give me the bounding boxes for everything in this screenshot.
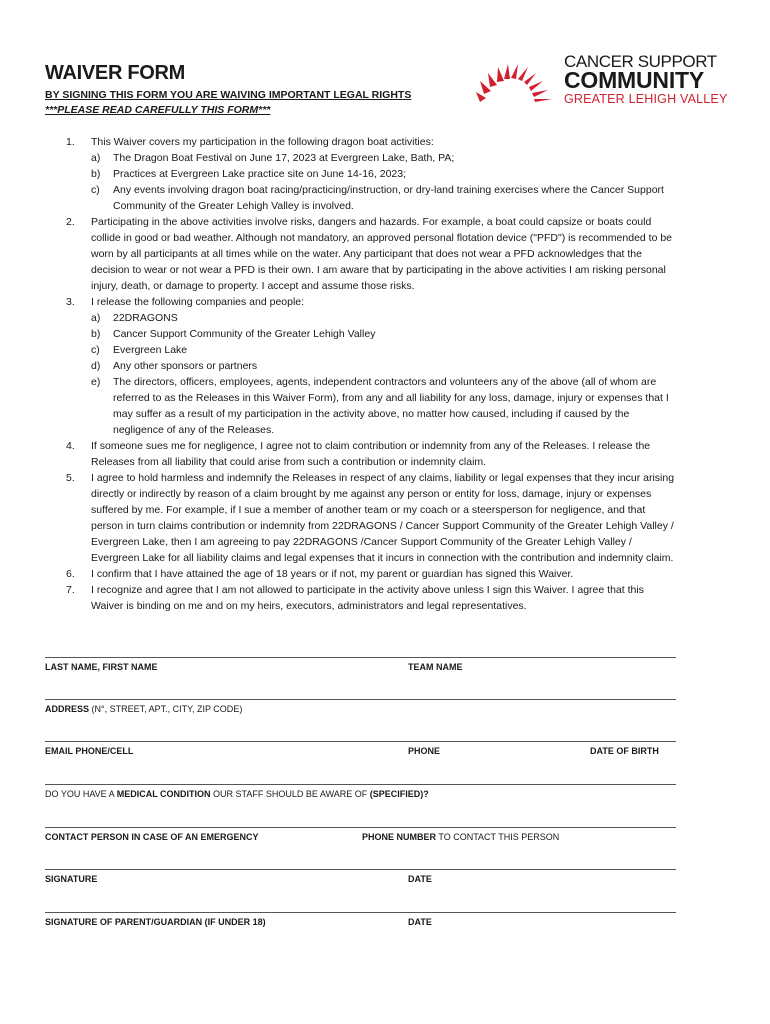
clause-number: 3. xyxy=(66,296,75,308)
guardian-date-label: DATE xyxy=(408,917,432,927)
sub-item xyxy=(91,310,678,326)
clause-item xyxy=(0,134,770,214)
clause-number: 4. xyxy=(66,440,75,452)
emergency-contact-label: CONTACT PERSON IN CASE OF AN EMERGENCY xyxy=(45,832,259,842)
sunburst-logo-icon xyxy=(474,54,558,104)
phone-label: PHONE xyxy=(408,746,441,756)
clause-text: I recognize and agree that I am not allowed to participate in the activity above unless I sign this Waiver. I agree that this Waiver is binding on me and on my heirs, executors, administrators and legal representatives. xyxy=(91,584,644,612)
clause-item xyxy=(0,214,770,294)
signature-date-label: DATE xyxy=(408,874,432,884)
logo-line-community: COMMUNITY xyxy=(564,67,705,93)
clause-text: I agree to hold harmless and indemnify the Releases in respect of any claims, liability or legal expenses that they incur arising directly or indirectly by reason of a claim brought by me against any person or entity for loss, damage, injury or expenses suffered by me. For example, if I sue a member of another team or my coach or a steersperson for negligence, and that person in turn claims contribution or indemnity from 22DRAGONS / Cancer Support Community of the Greater Lehigh Valley / Evergreen Lake, then I am agreeing to pay 22DRAGONS /Cancer Support Community of the Greater Lehigh Valley / Evergreen Lake for all liability claims and legal expenses that it incurs in connection with the contribution and indemnity claim. xyxy=(91,472,675,564)
clause-text: I release the following companies and people: xyxy=(91,296,305,308)
sub-item-letter: c) xyxy=(91,184,100,196)
clause-number: 7. xyxy=(66,584,75,596)
sub-item xyxy=(91,374,678,438)
clause-text: This Waiver covers my participation in the following dragon boat activities: xyxy=(91,136,434,148)
clause-text: If someone sues me for negligence, I agree not to claim contribution or indemnity from any of the Releases. I release the Releases from all liability that could arise from such a contribution or indemnity claim. xyxy=(91,440,651,468)
sub-item xyxy=(91,166,678,182)
logo-line-cancer-support: CANCER SUPPORT xyxy=(564,52,717,71)
sub-item-letter: c) xyxy=(91,344,100,356)
clause-item xyxy=(0,438,770,470)
signature-label: SIGNATURE xyxy=(45,874,98,884)
sub-item-text: 22DRAGONS xyxy=(113,312,178,324)
sub-item-letter: a) xyxy=(91,152,101,164)
clause-item xyxy=(0,566,770,582)
legal-rights-warning: BY SIGNING THIS FORM YOU ARE WAIVING IMPORTANT LEGAL RIGHTS xyxy=(45,89,412,101)
sub-item-text: The directors, officers, employees, agents, independent contractors and volunteers any of the above (all of whom are referred to as the Releases in this Waiver Form), from any and all liability for any loss, damage, injury or expenses that I may suffer as a result of my participation in the activity above, no matter how caused, including if caused by the negligence of any of the Releases. xyxy=(113,376,669,436)
sub-item-letter: a) xyxy=(91,312,101,324)
emergency-contact-line[interactable] xyxy=(45,827,676,828)
waiver-terms xyxy=(0,134,770,614)
guardian-signature-line[interactable] xyxy=(45,912,676,913)
medical-condition-line[interactable] xyxy=(45,784,676,785)
date-of-birth-label: DATE OF BIRTH xyxy=(590,746,659,756)
sub-item-list xyxy=(91,310,678,438)
clause-number: 1. xyxy=(66,136,75,148)
clause-number: 6. xyxy=(66,568,75,580)
signature-line[interactable] xyxy=(45,869,676,870)
address-label: ADDRESS (N°, STREET, APT., CITY, ZIP CODE) xyxy=(45,704,243,714)
sub-item xyxy=(91,150,678,166)
sub-item-letter: b) xyxy=(91,168,101,180)
sub-item xyxy=(91,326,678,342)
emergency-phone-label: PHONE NUMBER TO CONTACT THIS PERSON xyxy=(362,832,560,842)
logo-line-greater-lehigh-valley: GREATER LEHIGH VALLEY xyxy=(564,92,728,106)
clause-text: Participating in the above activities involve risks, dangers and hazards. For example, a boat could capsize or boats could collide in good or bad weather. Although not mandatory, an approved personal flotation device ("PFD") is recommended to be worn by all participants at all times while on the water. Any participant that does not wear a PFD acknowledges that the decision to wear or not wear a PFD is their own. I am aware that by participating in the above activities I am risking personal injury, death, or damage to property. I accept and assume those risks. xyxy=(91,216,673,292)
clause-number: 5. xyxy=(66,472,75,484)
address-line[interactable] xyxy=(45,699,676,700)
sub-item-list xyxy=(91,150,678,214)
sub-item-letter: b) xyxy=(91,328,101,340)
page-title: WAIVER FORM xyxy=(45,62,186,84)
cancer-support-community-logo xyxy=(474,50,728,110)
team-name-label: TEAM NAME xyxy=(408,662,463,672)
sub-item xyxy=(91,342,678,358)
clause-item xyxy=(0,294,770,438)
clause-number: 2. xyxy=(66,216,75,228)
email-phone-line[interactable] xyxy=(45,741,676,742)
address-hint: (N°, STREET, APT., CITY, ZIP CODE) xyxy=(89,704,243,714)
sub-item xyxy=(91,358,678,374)
sub-item-letter: d) xyxy=(91,360,101,372)
sub-item-letter: e) xyxy=(91,376,101,388)
medical-condition-label: DO YOU HAVE A MEDICAL CONDITION OUR STAFF SHOULD BE AWARE OF (SPECIFIED)? xyxy=(45,789,429,799)
sub-item-text: Any events involving dragon boat racing/practicing/instruction, or dry-land training exercises where the Cancer Support Community of the Greater Lehigh Valley is involved. xyxy=(113,184,664,212)
sub-item-text: Cancer Support Community of the Greater Lehigh Valley xyxy=(113,328,376,340)
sub-item-text: Practices at Evergreen Lake practice site on June 14-16, 2023; xyxy=(113,168,407,180)
clause-item xyxy=(0,470,770,566)
sub-item-text: The Dragon Boat Festival on June 17, 2023 at Evergreen Lake, Bath, PA; xyxy=(113,152,455,164)
clause-item xyxy=(0,582,770,614)
email-phone-label: EMAIL PHONE/CELL xyxy=(45,746,134,756)
sub-item xyxy=(91,182,678,214)
last-first-name-label: LAST NAME, FIRST NAME xyxy=(45,662,158,672)
sub-item-text: Evergreen Lake xyxy=(113,344,188,356)
name-line[interactable] xyxy=(45,657,676,658)
clause-list xyxy=(0,134,770,614)
guardian-signature-label: SIGNATURE OF PARENT/GUARDIAN (IF UNDER 18) xyxy=(45,917,266,927)
read-carefully-notice: ***PLEASE READ CAREFULLY THIS FORM*** xyxy=(45,104,271,116)
clause-text: I confirm that I have attained the age of 18 years or if not, my parent or guardian has signed this Waiver. xyxy=(91,568,574,580)
sub-item-text: Any other sponsors or partners xyxy=(113,360,258,372)
